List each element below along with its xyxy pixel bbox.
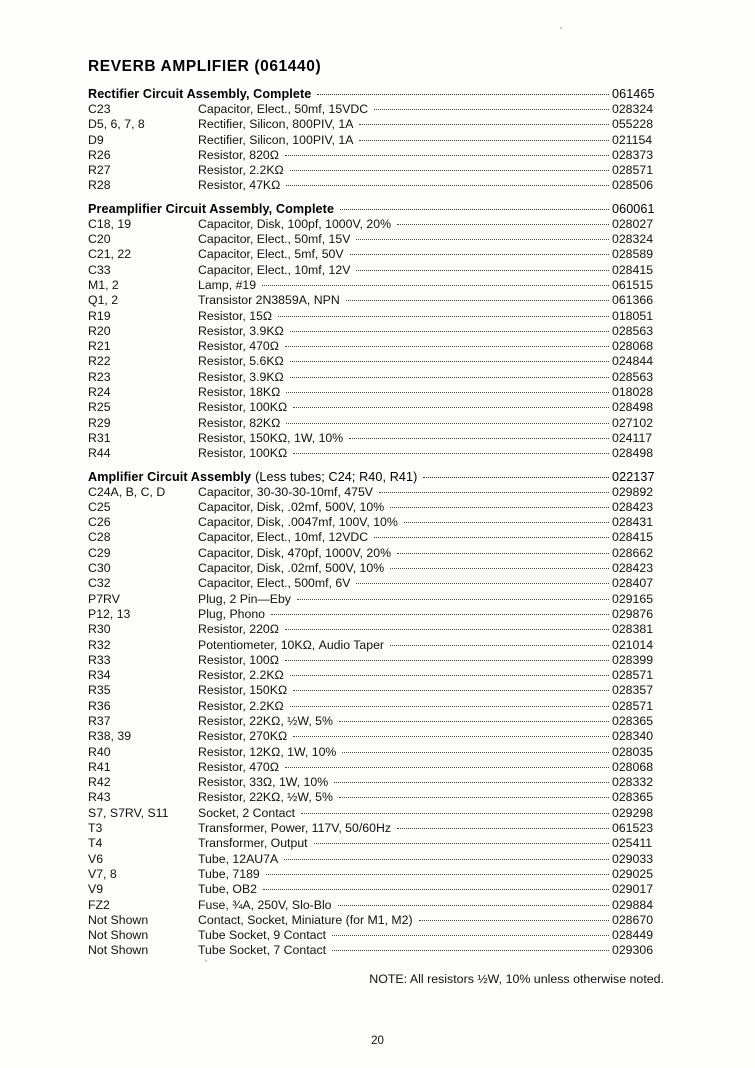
table-row xyxy=(88,400,668,415)
part-reference: P7RV xyxy=(88,591,120,606)
part-number: 029025 xyxy=(612,866,654,881)
part-reference: R40 xyxy=(88,744,111,759)
part-number: 061523 xyxy=(612,821,654,836)
part-number: 028035 xyxy=(612,744,654,759)
table-row xyxy=(88,821,668,836)
leader-dots xyxy=(285,155,609,156)
part-number: 028415 xyxy=(612,262,654,277)
part-description: Capacitor, Elect., 10mf, 12V xyxy=(198,262,351,277)
part-reference: R22 xyxy=(88,354,111,369)
part-description: Resistor, 82KΩ xyxy=(198,415,281,430)
part-reference: Not Shown xyxy=(88,928,149,943)
part-reference: Not Shown xyxy=(88,912,149,927)
leader-dots xyxy=(285,660,609,661)
part-reference: R38, 39 xyxy=(88,729,132,744)
leader-dots xyxy=(390,645,609,646)
part-number: 024117 xyxy=(612,430,653,445)
part-number: 028415 xyxy=(612,530,654,545)
part-description: Potentiometer, 10KΩ, Audio Taper xyxy=(198,637,385,652)
table-row xyxy=(88,561,668,576)
leader-dots xyxy=(301,813,609,814)
section-heading-suffix: (Less tubes; C24; R40, R41) xyxy=(255,469,418,484)
leader-dots xyxy=(342,752,609,753)
part-reference: C18, 19 xyxy=(88,216,132,231)
table-row xyxy=(88,163,668,178)
leader-dots xyxy=(284,859,609,860)
leader-dots xyxy=(266,874,609,875)
part-description: Capacitor, 30-30-30-10mf, 475V xyxy=(198,484,373,499)
leader-dots xyxy=(285,767,609,768)
part-description: Tube, 7189 xyxy=(198,866,260,881)
leader-dots xyxy=(286,392,609,393)
leader-dots xyxy=(359,140,609,141)
part-number: 028670 xyxy=(612,912,654,927)
part-number: 028027 xyxy=(612,216,654,231)
part-number: 028563 xyxy=(612,323,654,338)
leader-dots xyxy=(350,254,609,255)
part-reference: Not Shown xyxy=(88,943,149,958)
table-row xyxy=(88,385,668,400)
table-row xyxy=(88,370,668,385)
table-row xyxy=(88,775,668,790)
part-description: Resistor, 18KΩ xyxy=(198,385,281,400)
part-reference: R23 xyxy=(88,369,111,384)
part-reference: C21, 22 xyxy=(88,247,132,262)
table-row xyxy=(88,943,668,958)
part-reference: V7, 8 xyxy=(88,866,117,881)
table-row xyxy=(88,653,668,668)
part-description: Capacitor, Disk, .02mf, 500V, 10% xyxy=(198,499,385,514)
leader-dots xyxy=(290,361,609,362)
table-row xyxy=(88,806,668,821)
part-reference: R41 xyxy=(88,759,111,774)
part-description: Capacitor, Elect., 50mf, 15V xyxy=(198,232,351,247)
part-reference: R35 xyxy=(88,683,111,698)
part-number: 028373 xyxy=(612,147,654,162)
table-row xyxy=(88,339,668,354)
leader-dots xyxy=(290,706,609,707)
leader-dots xyxy=(423,477,609,478)
part-reference: D5, 6, 7, 8 xyxy=(88,117,145,132)
part-description: Capacitor, Elect., 500mf, 6V xyxy=(198,576,351,591)
part-reference: V9 xyxy=(88,882,104,897)
part-description: Resistor, 33Ω, 1W, 10% xyxy=(198,775,329,790)
part-reference: C28 xyxy=(88,530,111,545)
part-description: Transformer, Power, 117V, 50/60Hz xyxy=(198,821,391,836)
table-row xyxy=(88,622,668,637)
leader-dots xyxy=(397,553,609,554)
table-row xyxy=(88,760,668,775)
leader-dots xyxy=(356,239,609,240)
leader-dots xyxy=(293,407,609,408)
part-reference: R34 xyxy=(88,668,111,683)
part-number: 029892 xyxy=(612,484,654,499)
part-description: Fuse, ¾A, 250V, Slo-Blo xyxy=(198,897,332,912)
part-number: 028571 xyxy=(612,163,654,178)
part-reference: R20 xyxy=(88,323,111,338)
leader-dots xyxy=(271,614,609,615)
table-row xyxy=(88,178,668,193)
part-number: 028365 xyxy=(612,790,654,805)
leader-dots xyxy=(397,828,609,829)
leader-dots xyxy=(285,629,609,630)
part-description: Rectifier, Silicon, 800PIV, 1A xyxy=(198,117,354,132)
parts-section xyxy=(88,470,668,959)
part-number: 028431 xyxy=(612,515,654,530)
part-number: 029884 xyxy=(612,897,654,912)
part-reference: R43 xyxy=(88,790,111,805)
part-description: Resistor, 2.2KΩ xyxy=(198,163,284,178)
leader-dots xyxy=(293,453,609,454)
part-reference: C32 xyxy=(88,576,111,591)
part-reference: R37 xyxy=(88,713,111,728)
part-reference: P12, 13 xyxy=(88,606,131,621)
leader-dots xyxy=(374,537,609,538)
table-row xyxy=(88,745,668,760)
part-reference: D9 xyxy=(88,132,104,147)
part-description: Resistor, 22KΩ, ½W, 5% xyxy=(198,713,333,728)
part-reference: C25 xyxy=(88,499,111,514)
leader-dots xyxy=(379,492,609,493)
section-heading xyxy=(88,202,668,216)
part-reference: R29 xyxy=(88,415,111,430)
part-number: 028498 xyxy=(612,446,654,461)
part-reference: C29 xyxy=(88,545,111,560)
leader-dots xyxy=(263,889,609,890)
part-reference: C20 xyxy=(88,232,111,247)
leader-dots xyxy=(349,438,609,439)
table-row xyxy=(88,683,668,698)
leader-dots xyxy=(317,94,609,95)
part-reference: C24A, B, C, D xyxy=(88,484,166,499)
section-heading-label: Rectifier Circuit Assembly, Complete xyxy=(88,87,312,101)
part-number: 028365 xyxy=(612,713,654,728)
leader-dots xyxy=(334,782,609,783)
part-number: 028324 xyxy=(612,102,654,116)
part-number: 061515 xyxy=(612,277,654,292)
part-number: 028423 xyxy=(612,499,654,514)
part-number: 028589 xyxy=(612,247,654,262)
section-part-number: 022137 xyxy=(612,469,655,484)
leader-dots xyxy=(262,285,609,286)
part-description: Resistor, 100KΩ xyxy=(198,446,288,461)
part-description: Plug, 2 Pin—Eby xyxy=(198,591,291,606)
parts-list-content xyxy=(88,58,668,986)
leader-dots xyxy=(374,109,609,110)
table-row xyxy=(88,867,668,882)
section-heading xyxy=(88,470,668,484)
table-row xyxy=(88,431,668,446)
section-part-number: 060061 xyxy=(612,201,655,216)
leader-dots xyxy=(285,346,609,347)
part-reference: R42 xyxy=(88,775,111,790)
part-number: 018051 xyxy=(612,308,654,323)
table-row xyxy=(88,247,668,262)
table-row xyxy=(88,913,668,928)
part-description: Lamp, #19 xyxy=(198,277,257,292)
table-row xyxy=(88,485,668,500)
leader-dots xyxy=(356,270,609,271)
leader-dots xyxy=(390,507,609,508)
section-heading-label: Amplifier Circuit Assembly xyxy=(88,469,252,484)
part-reference: R21 xyxy=(88,339,111,354)
part-number: 029165 xyxy=(612,591,654,606)
table-row xyxy=(88,117,668,132)
part-reference: R19 xyxy=(88,308,111,323)
part-number: 028571 xyxy=(612,668,654,683)
table-row xyxy=(88,515,668,530)
part-number: 028068 xyxy=(612,339,654,354)
part-number: 018028 xyxy=(612,385,654,400)
part-description: Tube Socket, 9 Contact xyxy=(198,928,327,943)
page-title: REVERB AMPLIFIER (061440) xyxy=(88,58,322,75)
page-number: 20 xyxy=(371,1035,384,1047)
part-reference: S7, S7RV, S11 xyxy=(88,805,169,820)
part-description: Socket, 2 Contact xyxy=(198,805,296,820)
part-reference: R36 xyxy=(88,698,111,713)
section-part-number: 061465 xyxy=(612,87,655,101)
part-description: Resistor, 3.9KΩ xyxy=(198,369,284,384)
part-number: 028498 xyxy=(612,400,654,415)
part-reference: R30 xyxy=(88,622,111,637)
part-description: Capacitor, Disk, 470pf, 1000V, 20% xyxy=(198,545,392,560)
leader-dots xyxy=(293,690,609,691)
part-description: Resistor, 470Ω xyxy=(198,339,279,354)
part-description: Resistor, 270KΩ xyxy=(198,729,288,744)
part-number: 029876 xyxy=(612,606,654,621)
leader-dots xyxy=(419,920,609,921)
table-row xyxy=(88,416,668,431)
scan-speck xyxy=(560,27,562,29)
part-number: 028340 xyxy=(612,729,654,744)
part-reference: V6 xyxy=(88,851,104,866)
leader-dots xyxy=(404,522,609,523)
part-description: Resistor, 12KΩ, 1W, 10% xyxy=(198,744,337,759)
table-row xyxy=(88,133,668,148)
part-number: 061366 xyxy=(612,293,654,308)
part-description: Capacitor, Elect., 10mf, 12VDC xyxy=(198,530,369,545)
part-description: Resistor, 2.2KΩ xyxy=(198,698,284,713)
table-row xyxy=(88,217,668,232)
leader-dots xyxy=(290,331,609,332)
part-description: Transformer, Output xyxy=(198,836,308,851)
part-number: 028563 xyxy=(612,369,654,384)
leader-dots xyxy=(356,583,609,584)
part-description: Resistor, 150KΩ xyxy=(198,683,288,698)
part-number: 029298 xyxy=(612,805,654,820)
part-description: Capacitor, Elect., 5mf, 50V xyxy=(198,247,344,262)
part-reference: R44 xyxy=(88,446,111,461)
part-description: Resistor, 820Ω xyxy=(198,147,279,162)
part-reference: R24 xyxy=(88,385,111,400)
part-number: 028399 xyxy=(612,652,654,667)
table-row xyxy=(88,882,668,897)
part-number: 025411 xyxy=(612,836,653,851)
leader-dots xyxy=(339,721,609,722)
part-description: Resistor, 220Ω xyxy=(198,622,279,637)
part-description: Resistor, 100Ω xyxy=(198,652,279,667)
leader-dots xyxy=(290,675,609,676)
part-reference: C23 xyxy=(88,102,111,116)
part-number: 021154 xyxy=(612,132,653,147)
table-row xyxy=(88,836,668,851)
part-number: 028506 xyxy=(612,178,654,193)
table-row xyxy=(88,928,668,943)
part-description: Rectifier, Silicon, 100PIV, 1A xyxy=(198,132,354,147)
part-description: Tube Socket, 7 Contact xyxy=(198,943,327,958)
leader-dots xyxy=(297,599,609,600)
part-description: Resistor, 5.6KΩ xyxy=(198,354,284,369)
leader-dots xyxy=(278,316,609,317)
table-row xyxy=(88,102,668,117)
part-description: Capacitor, Disk, .0047mf, 100V, 10% xyxy=(198,515,398,530)
table-row xyxy=(88,530,668,545)
parts-section xyxy=(88,87,668,194)
table-row xyxy=(88,790,668,805)
part-description: Tube, 12AU7A xyxy=(198,851,279,866)
table-row xyxy=(88,729,668,744)
leader-dots xyxy=(286,423,609,424)
part-number: 028571 xyxy=(612,698,654,713)
part-reference: C33 xyxy=(88,262,111,277)
leader-dots xyxy=(332,935,609,936)
part-description: Resistor, 470Ω xyxy=(198,759,279,774)
table-row xyxy=(88,148,668,163)
part-description: Capacitor, Elect., 50mf, 15VDC xyxy=(198,102,369,116)
table-row xyxy=(88,263,668,278)
part-description: Plug, Phono xyxy=(198,606,266,621)
part-description: Tube, OB2 xyxy=(198,882,258,897)
footnote: NOTE: All resistors ½W, 10% unless otherwise noted. xyxy=(369,971,664,986)
part-reference: R27 xyxy=(88,163,111,178)
part-number: 029306 xyxy=(612,943,654,958)
part-number: 028449 xyxy=(612,928,654,943)
leader-dots xyxy=(293,736,609,737)
part-number: 028381 xyxy=(612,622,654,637)
part-description: Resistor, 47KΩ xyxy=(198,178,281,193)
leader-dots xyxy=(314,843,609,844)
leader-dots xyxy=(359,124,609,125)
part-number: 029017 xyxy=(612,882,654,897)
part-number: 024844 xyxy=(612,354,654,369)
table-row xyxy=(88,324,668,339)
part-description: Capacitor, Disk, .02mf, 500V, 10% xyxy=(198,561,385,576)
part-description: Resistor, 22KΩ, ½W, 5% xyxy=(198,790,333,805)
table-row xyxy=(88,668,668,683)
leader-dots xyxy=(340,209,609,210)
leader-dots xyxy=(290,377,609,378)
part-number: 028662 xyxy=(612,545,654,560)
table-row xyxy=(88,232,668,247)
part-description: Resistor, 2.2KΩ xyxy=(198,668,284,683)
part-reference: M1, 2 xyxy=(88,277,119,292)
part-description: Contact, Socket, Miniature (for M1, M2) xyxy=(198,912,413,927)
part-reference: T4 xyxy=(88,836,103,851)
part-number: 028068 xyxy=(612,759,654,774)
table-row xyxy=(88,898,668,913)
part-number: 029033 xyxy=(612,851,654,866)
table-row xyxy=(88,500,668,515)
part-reference: R31 xyxy=(88,430,111,445)
table-row xyxy=(88,592,668,607)
section-heading xyxy=(88,87,668,101)
leader-dots xyxy=(286,185,609,186)
part-reference: T3 xyxy=(88,821,103,836)
table-row xyxy=(88,278,668,293)
table-row xyxy=(88,293,668,308)
table-row xyxy=(88,446,668,461)
leader-dots xyxy=(338,905,609,906)
part-reference: R28 xyxy=(88,178,111,193)
leader-dots xyxy=(339,797,609,798)
parts-section xyxy=(88,202,668,462)
table-row xyxy=(88,852,668,867)
part-description: Resistor, 3.9KΩ xyxy=(198,323,284,338)
table-row xyxy=(88,309,668,324)
part-number: 028332 xyxy=(612,775,654,790)
part-number: 027102 xyxy=(612,415,654,430)
part-number: 021014 xyxy=(612,637,654,652)
part-reference: R26 xyxy=(88,147,111,162)
table-row xyxy=(88,546,668,561)
part-reference: R32 xyxy=(88,637,111,652)
part-description: Resistor, 15Ω xyxy=(198,308,273,323)
part-number: 028357 xyxy=(612,683,654,698)
part-reference: FZ2 xyxy=(88,897,110,912)
table-row xyxy=(88,699,668,714)
table-row xyxy=(88,638,668,653)
leader-dots xyxy=(346,300,609,301)
table-row xyxy=(88,607,668,622)
table-row xyxy=(88,354,668,369)
leader-dots xyxy=(290,170,609,171)
part-reference: R33 xyxy=(88,652,111,667)
part-number: 028423 xyxy=(612,561,654,576)
leader-dots xyxy=(390,568,609,569)
leader-dots xyxy=(332,950,609,951)
table-row xyxy=(88,714,668,729)
part-description: Transistor 2N3859A, NPN xyxy=(198,293,340,308)
part-number: 055228 xyxy=(612,117,654,132)
part-reference: Q1, 2 xyxy=(88,293,119,308)
part-reference: R25 xyxy=(88,400,111,415)
part-description: Resistor, 150KΩ, 1W, 10% xyxy=(198,430,344,445)
section-heading-label: Preamplifier Circuit Assembly, Complete xyxy=(88,201,335,216)
part-reference: C30 xyxy=(88,561,111,576)
part-description: Resistor, 100KΩ xyxy=(198,400,288,415)
part-reference: C26 xyxy=(88,515,111,530)
part-number: 028407 xyxy=(612,576,654,591)
leader-dots xyxy=(397,224,609,225)
part-description: Capacitor, Disk, 100pf, 1000V, 20% xyxy=(198,216,392,231)
part-number: 028324 xyxy=(612,232,654,247)
table-row xyxy=(88,576,668,591)
